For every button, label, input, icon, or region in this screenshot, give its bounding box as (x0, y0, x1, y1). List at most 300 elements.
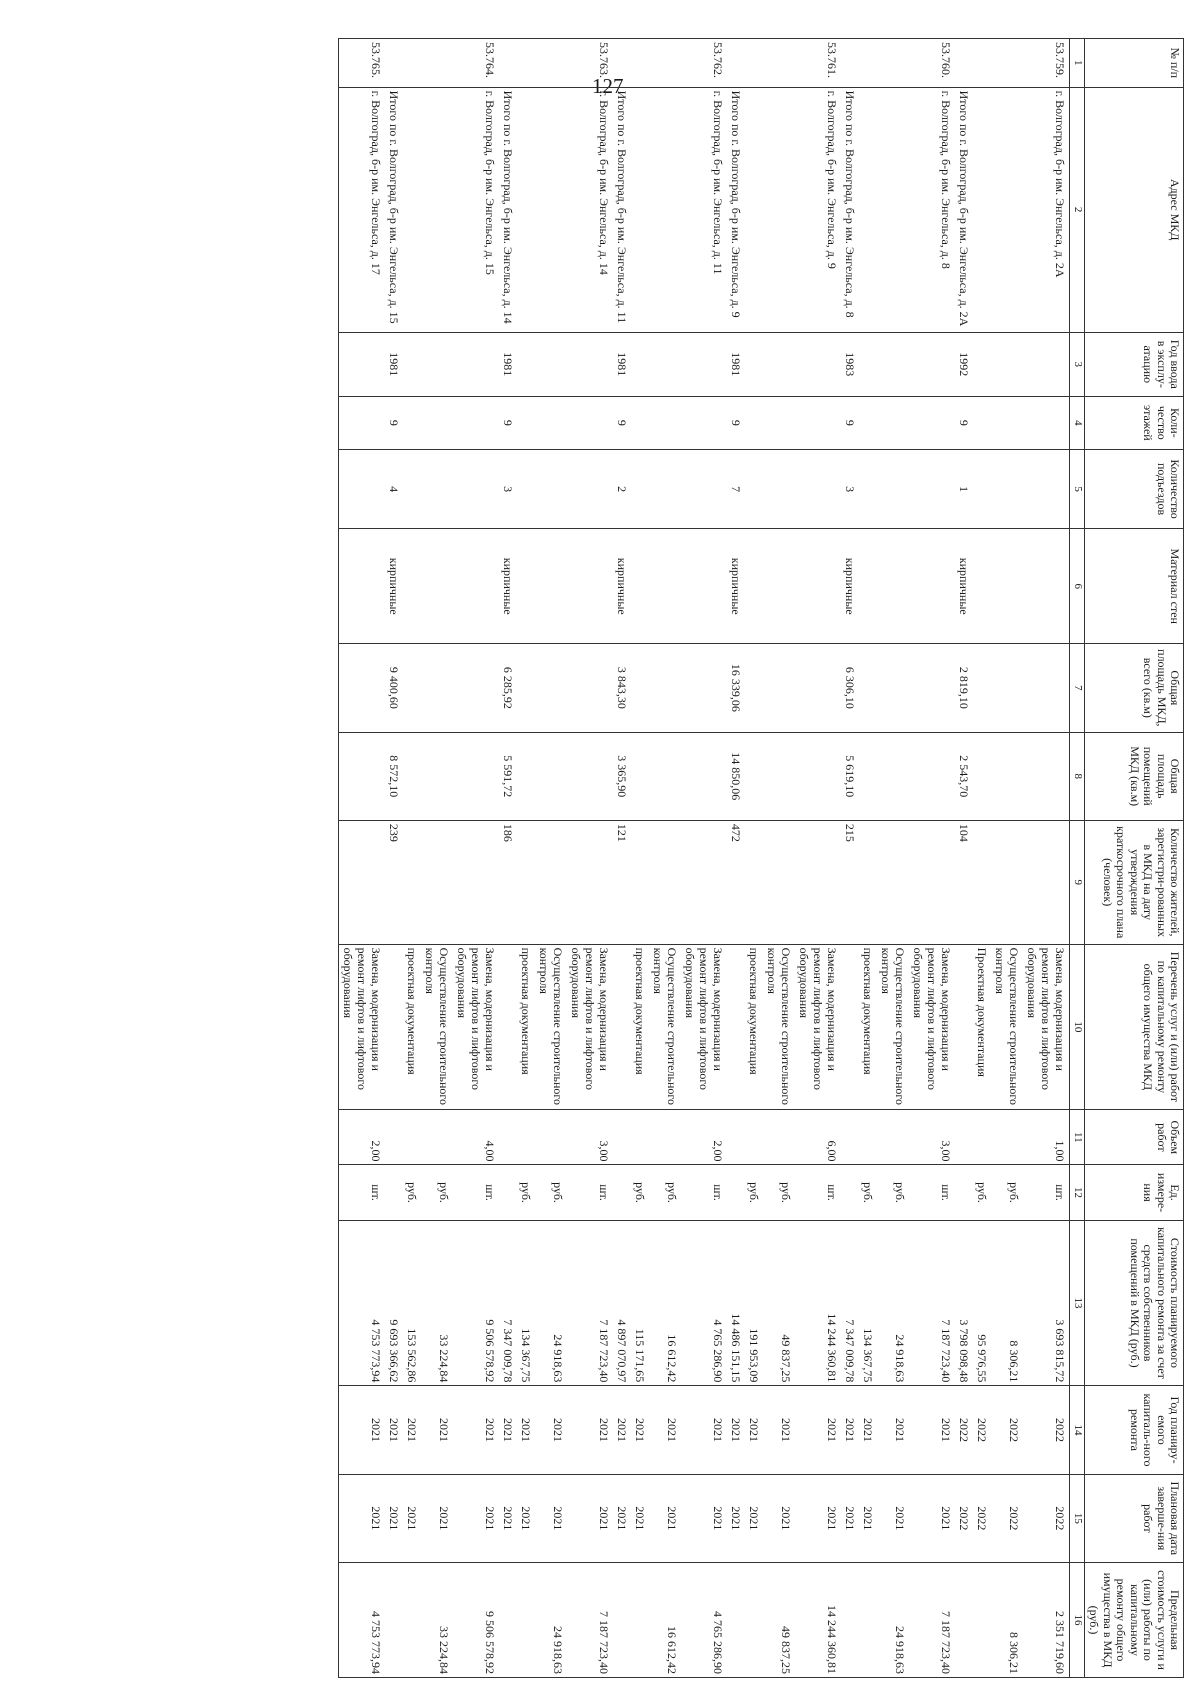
table-row (1023, 39, 1070, 1678)
cost-cell: 7 347 009,78 (841, 1220, 859, 1386)
rotated-table-sheet (64, 38, 1184, 1678)
repair-year-cell: 2021 (681, 1386, 727, 1474)
row-number: 53.761. (795, 39, 841, 88)
address-cell: г. Волгоград, б-р им. Энгельса, д. 2А (1023, 87, 1070, 332)
header-cell: Объем работ (1084, 1110, 1183, 1165)
volume-cell (631, 1110, 649, 1165)
total-area-cell (991, 644, 1023, 732)
unit-cell: руб. (763, 1165, 795, 1220)
unit-cell: руб. (859, 1165, 877, 1220)
wall-material-cell (991, 529, 1023, 644)
volume-cell (727, 1110, 745, 1165)
max-cost-cell: 24 918,63 (535, 1563, 567, 1678)
residents-cell: 186 (499, 820, 517, 944)
table-row (535, 39, 567, 1678)
address-cell (991, 87, 1023, 332)
floors-cell (973, 396, 991, 449)
floors-cell: 9 (499, 396, 517, 449)
year-cell: 1981 (385, 332, 403, 396)
column-number: 7 (1069, 644, 1084, 732)
premises-area-cell (517, 732, 535, 820)
max-cost-cell: 49 837,25 (763, 1563, 795, 1678)
completion-date-cell: 2021 (727, 1474, 745, 1562)
table-row (631, 39, 649, 1678)
completion-date-cell: 2021 (517, 1474, 535, 1562)
volume-cell (403, 1110, 421, 1165)
total-area-cell (681, 644, 727, 732)
repair-year-cell: 2021 (745, 1386, 763, 1474)
row-number: 53.762. (681, 39, 727, 88)
cost-cell: 16 612,42 (649, 1220, 681, 1386)
row-number (841, 39, 859, 88)
repair-year-cell: 2021 (613, 1386, 631, 1474)
column-number: 10 (1069, 944, 1084, 1110)
max-cost-cell: 2 351 719,60 (1023, 1563, 1070, 1678)
entrances-cell: 1 (955, 449, 973, 529)
cost-cell: 153 562,86 (403, 1220, 421, 1386)
repair-year-cell: 2022 (991, 1386, 1023, 1474)
floors-cell (567, 396, 613, 449)
column-number: 13 (1069, 1220, 1084, 1386)
repair-year-cell: 2021 (841, 1386, 859, 1474)
residents-cell (745, 820, 763, 944)
wall-material-cell: кирпичные (841, 529, 859, 644)
volume-cell (499, 1110, 517, 1165)
column-number: 15 (1069, 1474, 1084, 1562)
wall-material-cell (909, 529, 955, 644)
column-number: 3 (1069, 332, 1084, 396)
premises-area-cell (877, 732, 909, 820)
table-row (649, 39, 681, 1678)
wall-material-cell: кирпичные (613, 529, 631, 644)
repair-year-cell: 2021 (338, 1386, 385, 1474)
max-cost-cell (955, 1563, 973, 1678)
entrances-cell (745, 449, 763, 529)
completion-date-cell: 2022 (991, 1474, 1023, 1562)
row-number (613, 39, 631, 88)
row-number (727, 39, 745, 88)
unit-cell (727, 1165, 745, 1220)
total-area-cell (631, 644, 649, 732)
max-cost-cell (841, 1563, 859, 1678)
total-area-cell (453, 644, 499, 732)
premises-area-cell (403, 732, 421, 820)
entrances-cell: 7 (727, 449, 745, 529)
premises-area-cell (681, 732, 727, 820)
unit-cell: шт. (909, 1165, 955, 1220)
max-cost-cell (973, 1563, 991, 1678)
volume-cell (973, 1110, 991, 1165)
completion-date-cell: 2021 (567, 1474, 613, 1562)
repair-year-cell: 2021 (421, 1386, 453, 1474)
entrances-cell (681, 449, 727, 529)
entrances-cell: 3 (499, 449, 517, 529)
unit-cell: шт. (453, 1165, 499, 1220)
floors-cell (909, 396, 955, 449)
header-cell: Перечень услуг и (или) работ по капитальному ремонту общего имущества МКД (1084, 944, 1183, 1110)
work-description-cell: Осуществление строительного контроля (763, 944, 795, 1110)
year-cell (567, 332, 613, 396)
entrances-cell (631, 449, 649, 529)
volume-cell (991, 1110, 1023, 1165)
cost-cell: 24 918,63 (535, 1220, 567, 1386)
address-cell: Итого по г. Волгоград, б-р им. Энгельса, д. 15 (385, 87, 403, 332)
table-row (517, 39, 535, 1678)
total-area-cell: 6 285,92 (499, 644, 517, 732)
floors-cell (338, 396, 385, 449)
column-number: 8 (1069, 732, 1084, 820)
header-cell: Плановая дата заверше-ния работ (1084, 1474, 1183, 1562)
column-number: 11 (1069, 1110, 1084, 1165)
row-number (385, 39, 403, 88)
premises-area-cell: 5 591,72 (499, 732, 517, 820)
total-area-cell (1023, 644, 1070, 732)
residents-cell (517, 820, 535, 944)
residents-cell (991, 820, 1023, 944)
max-cost-cell (385, 1563, 403, 1678)
entrances-cell (517, 449, 535, 529)
completion-date-cell: 2021 (681, 1474, 727, 1562)
repair-year-cell: 2021 (859, 1386, 877, 1474)
row-number (955, 39, 973, 88)
premises-area-cell (1023, 732, 1070, 820)
row-number: 53.759. (1023, 39, 1070, 88)
unit-cell: руб. (631, 1165, 649, 1220)
entrances-cell: 3 (841, 449, 859, 529)
max-cost-cell: 33 224,84 (421, 1563, 453, 1678)
volume-cell (877, 1110, 909, 1165)
residents-cell (973, 820, 991, 944)
residents-cell: 239 (385, 820, 403, 944)
floors-cell (681, 396, 727, 449)
cost-cell: 134 367,75 (859, 1220, 877, 1386)
premises-area-cell: 3 365,90 (613, 732, 631, 820)
entrances-cell (763, 449, 795, 529)
cost-cell: 7 187 723,40 (567, 1220, 613, 1386)
total-area-cell (745, 644, 763, 732)
residents-cell (421, 820, 453, 944)
cost-cell: 115 171,65 (631, 1220, 649, 1386)
completion-date-cell: 2021 (745, 1474, 763, 1562)
unit-cell: шт. (795, 1165, 841, 1220)
completion-date-cell: 2022 (973, 1474, 991, 1562)
cost-cell: 14 486 151,15 (727, 1220, 745, 1386)
residents-cell (877, 820, 909, 944)
residents-cell (859, 820, 877, 944)
header-cell: Коли-чество этажей (1084, 396, 1183, 449)
max-cost-cell (499, 1563, 517, 1678)
header-cell: Количество жителей, зарегистри-рованных в МКД на дату утверждения краткосрочного плана (человек) (1084, 820, 1183, 944)
residents-cell (909, 820, 955, 944)
work-description-cell: Осуществление строительного контроля (535, 944, 567, 1110)
year-cell: 1981 (727, 332, 745, 396)
total-area-cell (763, 644, 795, 732)
unit-cell: руб. (421, 1165, 453, 1220)
premises-area-cell (453, 732, 499, 820)
residents-cell (681, 820, 727, 944)
table-row-total (841, 39, 859, 1678)
repair-year-cell: 2021 (535, 1386, 567, 1474)
year-cell (453, 332, 499, 396)
residents-cell (763, 820, 795, 944)
wall-material-cell (517, 529, 535, 644)
floors-cell (453, 396, 499, 449)
entrances-cell (859, 449, 877, 529)
max-cost-cell: 24 918,63 (877, 1563, 909, 1678)
header-cell: Стоимость планируемого капитального ремонта за счет средств собственников помещений в МКД (руб.) (1084, 1220, 1183, 1386)
premises-area-cell: 8 572,10 (385, 732, 403, 820)
year-cell (517, 332, 535, 396)
entrances-cell (421, 449, 453, 529)
address-cell: г. Волгоград, б-р им. Энгельса, д. 9 (795, 87, 841, 332)
wall-material-cell (649, 529, 681, 644)
volume-cell (955, 1110, 973, 1165)
volume-cell: 2,00 (681, 1110, 727, 1165)
header-cell: Общая площадь МКД, всего (кв.м) (1084, 644, 1183, 732)
header-cell: Количество подъездов (1084, 449, 1183, 529)
premises-area-cell (649, 732, 681, 820)
work-description-cell: Проектная документация (973, 944, 991, 1110)
cost-cell: 4 753 773,94 (338, 1220, 385, 1386)
wall-material-cell (535, 529, 567, 644)
work-description-cell: Замена, модернизация и ремонт лифтов и лифтового оборудования (1023, 944, 1070, 1110)
floors-cell (535, 396, 567, 449)
year-cell (421, 332, 453, 396)
residents-cell (403, 820, 421, 944)
completion-date-cell: 2021 (763, 1474, 795, 1562)
table-row-total (385, 39, 403, 1678)
row-number: 53.764. (453, 39, 499, 88)
row-number: 53.765. (338, 39, 385, 88)
address-cell: Итого по г. Волгоград, б-р им. Энгельса, д. 11 (613, 87, 631, 332)
year-cell (403, 332, 421, 396)
row-number (991, 39, 1023, 88)
entrances-cell (991, 449, 1023, 529)
table-body (338, 39, 1069, 1678)
completion-date-cell: 2021 (613, 1474, 631, 1562)
year-cell (795, 332, 841, 396)
address-cell (859, 87, 877, 332)
table-row-total (613, 39, 631, 1678)
work-description-cell: проектная документация (631, 944, 649, 1110)
volume-cell (841, 1110, 859, 1165)
floors-cell (763, 396, 795, 449)
repair-year-cell: 2021 (403, 1386, 421, 1474)
repair-year-cell: 2022 (973, 1386, 991, 1474)
completion-date-cell: 2021 (909, 1474, 955, 1562)
total-area-cell (973, 644, 991, 732)
entrances-cell (1023, 449, 1070, 529)
year-cell (338, 332, 385, 396)
premises-area-cell (567, 732, 613, 820)
column-number: 2 (1069, 87, 1084, 332)
total-area-cell (421, 644, 453, 732)
max-cost-cell: 9 506 578,92 (453, 1563, 499, 1678)
table-row (681, 39, 727, 1678)
volume-cell (613, 1110, 631, 1165)
row-number (859, 39, 877, 88)
year-cell: 1992 (955, 332, 973, 396)
header-cell: Материал стен (1084, 529, 1183, 644)
header-cell: Ед. измере-ния (1084, 1165, 1183, 1220)
cost-cell: 14 244 360,81 (795, 1220, 841, 1386)
volume-cell (745, 1110, 763, 1165)
wall-material-cell (681, 529, 727, 644)
volume-cell (517, 1110, 535, 1165)
residents-cell (453, 820, 499, 944)
premises-area-cell (991, 732, 1023, 820)
repair-year-cell: 2021 (517, 1386, 535, 1474)
address-cell (649, 87, 681, 332)
wall-material-cell: кирпичные (385, 529, 403, 644)
work-description-cell (727, 944, 745, 1110)
year-cell (1023, 332, 1070, 396)
max-cost-cell: 4 753 773,94 (338, 1563, 385, 1678)
unit-cell: руб. (991, 1165, 1023, 1220)
column-number: 5 (1069, 449, 1084, 529)
column-number: 6 (1069, 529, 1084, 644)
residents-cell: 104 (955, 820, 973, 944)
entrances-cell: 4 (385, 449, 403, 529)
row-number (763, 39, 795, 88)
header-cell: Год планиру-емого капиталь-ного ремонта (1084, 1386, 1183, 1474)
completion-date-cell: 2021 (421, 1474, 453, 1562)
total-area-cell: 6 306,10 (841, 644, 859, 732)
row-number: 53.763. (567, 39, 613, 88)
premises-area-cell: 14 850,06 (727, 732, 745, 820)
max-cost-cell: 7 187 723,40 (909, 1563, 955, 1678)
entrances-cell (649, 449, 681, 529)
residents-cell (1023, 820, 1070, 944)
floors-cell (877, 396, 909, 449)
address-cell (421, 87, 453, 332)
completion-date-cell: 2021 (649, 1474, 681, 1562)
repair-year-cell: 2021 (567, 1386, 613, 1474)
completion-date-cell: 2021 (535, 1474, 567, 1562)
header-cell: № п/п (1084, 39, 1183, 88)
residents-cell (567, 820, 613, 944)
work-description-cell: Осуществление строительного контроля (991, 944, 1023, 1110)
work-description-cell: Замена, модернизация и ремонт лифтов и лифтового оборудования (338, 944, 385, 1110)
cost-cell: 4 897 070,97 (613, 1220, 631, 1386)
max-cost-cell (745, 1563, 763, 1678)
completion-date-cell: 2021 (385, 1474, 403, 1562)
header-cell: Общая площадь помещений МКД (кв.м) (1084, 732, 1183, 820)
total-area-cell (795, 644, 841, 732)
address-cell: Итого по г. Волгоград, б-р им. Энгельса, д. 8 (841, 87, 859, 332)
row-number (745, 39, 763, 88)
address-cell: г. Волгоград, б-р им. Энгельса, д. 11 (681, 87, 727, 332)
address-cell (877, 87, 909, 332)
table-row (421, 39, 453, 1678)
unit-cell: шт. (681, 1165, 727, 1220)
residents-cell (649, 820, 681, 944)
row-number (535, 39, 567, 88)
repair-year-cell: 2021 (909, 1386, 955, 1474)
total-area-cell (909, 644, 955, 732)
page-number: 127 (592, 74, 624, 98)
work-description-cell: Замена, модернизация и ремонт лифтов и лифтового оборудования (453, 944, 499, 1110)
wall-material-cell (403, 529, 421, 644)
unit-cell (955, 1165, 973, 1220)
row-number (421, 39, 453, 88)
address-cell (631, 87, 649, 332)
total-area-cell (649, 644, 681, 732)
residents-cell (338, 820, 385, 944)
table-row (909, 39, 955, 1678)
work-description-cell (955, 944, 973, 1110)
year-cell: 1981 (613, 332, 631, 396)
floors-cell: 9 (841, 396, 859, 449)
row-number (631, 39, 649, 88)
cost-cell: 95 976,55 (973, 1220, 991, 1386)
row-number: 53.760. (909, 39, 955, 88)
entrances-cell (535, 449, 567, 529)
entrances-cell (877, 449, 909, 529)
premises-area-cell (631, 732, 649, 820)
volume-cell (421, 1110, 453, 1165)
column-number: 1 (1069, 39, 1084, 88)
cost-cell: 49 837,25 (763, 1220, 795, 1386)
floors-cell (745, 396, 763, 449)
wall-material-cell (453, 529, 499, 644)
year-cell: 1981 (499, 332, 517, 396)
entrances-cell (795, 449, 841, 529)
premises-area-cell (795, 732, 841, 820)
unit-cell: шт. (1023, 1165, 1070, 1220)
year-cell: 1983 (841, 332, 859, 396)
work-description-cell: Замена, модернизация и ремонт лифтов и лифтового оборудования (567, 944, 613, 1110)
premises-area-cell (909, 732, 955, 820)
address-cell (517, 87, 535, 332)
row-number (877, 39, 909, 88)
residents-cell: 215 (841, 820, 859, 944)
unit-cell (613, 1165, 631, 1220)
unit-cell (841, 1165, 859, 1220)
floors-cell (991, 396, 1023, 449)
residents-cell: 121 (613, 820, 631, 944)
volume-cell: 4,00 (453, 1110, 499, 1165)
work-description-cell: проектная документация (517, 944, 535, 1110)
repair-year-cell: 2021 (631, 1386, 649, 1474)
table-row (973, 39, 991, 1678)
row-number (517, 39, 535, 88)
header-cell: Предельная стоимость услуги и (или) работы по капитальному ремонту общего имущества в МКД (руб.) (1084, 1563, 1183, 1678)
unit-cell (499, 1165, 517, 1220)
repair-year-cell: 2021 (727, 1386, 745, 1474)
work-description-cell (385, 944, 403, 1110)
floors-cell (631, 396, 649, 449)
completion-date-cell: 2021 (403, 1474, 421, 1562)
total-area-cell (859, 644, 877, 732)
volume-cell (763, 1110, 795, 1165)
row-number (499, 39, 517, 88)
completion-date-cell: 2022 (955, 1474, 973, 1562)
table-row (877, 39, 909, 1678)
total-area-cell (517, 644, 535, 732)
volume-cell: 2,00 (338, 1110, 385, 1165)
floors-cell (517, 396, 535, 449)
entrances-cell (973, 449, 991, 529)
repair-year-cell: 2022 (1023, 1386, 1070, 1474)
cost-cell: 9 693 366,62 (385, 1220, 403, 1386)
address-cell (403, 87, 421, 332)
total-area-cell (535, 644, 567, 732)
total-area-cell (567, 644, 613, 732)
year-cell (973, 332, 991, 396)
total-area-cell (877, 644, 909, 732)
max-cost-cell: 14 244 360,81 (795, 1563, 841, 1678)
